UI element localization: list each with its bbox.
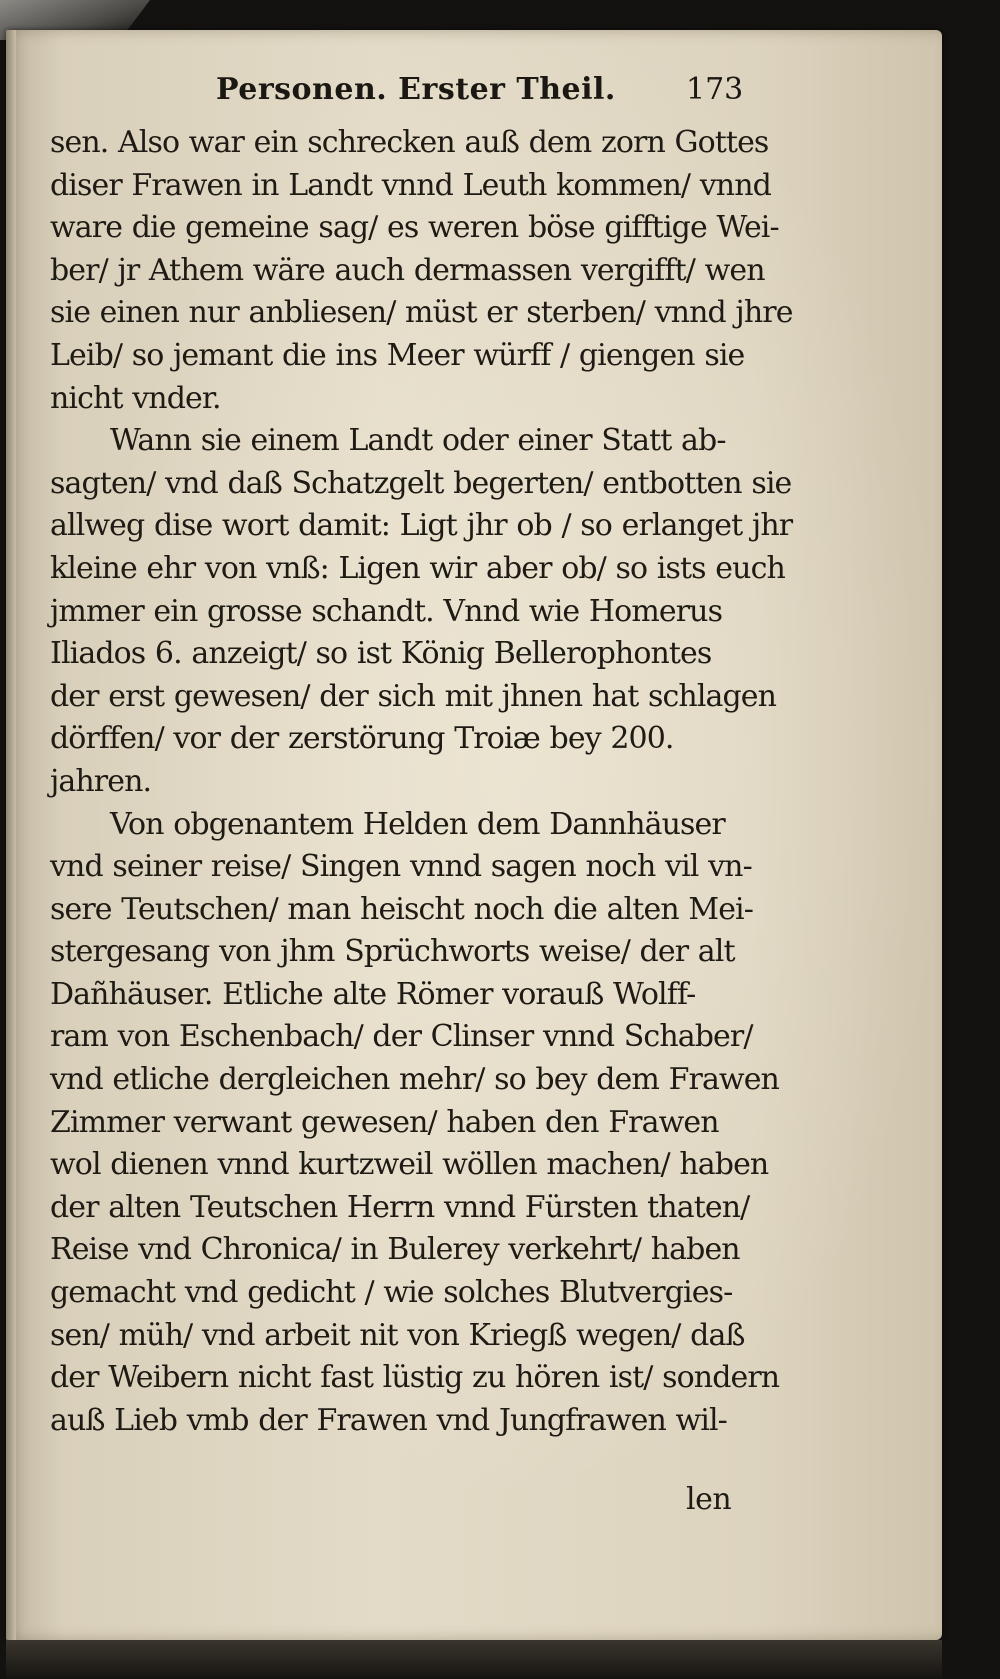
text-line: der Weibern nicht fast lüstig zu hören ist/ sondern: [50, 1360, 780, 1396]
text-line: ber/ jr Athem wäre auch dermassen vergifft/ wen: [50, 252, 765, 288]
text-line: vnd etliche dergleichen mehr/ so bey dem Frawen: [50, 1062, 779, 1098]
text-line: kleine ehr von vnß: Ligen wir aber ob/ so ists euch: [50, 550, 785, 586]
text-line: Dañhäuser. Etliche alte Römer vorauß Wolff-: [50, 976, 696, 1012]
running-head-title: Personen. Erster Theil.: [216, 72, 616, 107]
page-number: 173: [686, 72, 744, 107]
text-line: auß Lieb vmb der Frawen vnd Jungfrawen wil-: [50, 1402, 727, 1438]
text-line: jahren.: [50, 763, 152, 799]
text-line: Von obgenantem Helden dem Dannhäuser: [110, 806, 725, 842]
text-line: jmmer ein grosse schandt. Vnnd wie Homerus: [50, 593, 723, 629]
text-line: stergesang von jhm Sprüchworts weise/ der alt: [50, 934, 735, 970]
text-line: vnd seiner reise/ Singen vnnd sagen noch vil vn-: [50, 849, 752, 885]
text-line: Leib/ so jemant die ins Meer würff / giengen sie: [50, 337, 745, 373]
text-line: sen/ müh/ vnd arbeit nit von Kriegß wegen/ daß: [50, 1317, 745, 1353]
text-line: dörffen/ vor der zerstörung Troiæ bey 200.: [50, 721, 674, 757]
text-line: ware die gemeine sag/ es weren böse gifftige Wei-: [50, 210, 779, 246]
text-line: Reise vnd Chronica/ in Bulerey verkehrt/ haben: [50, 1232, 740, 1268]
text-line: Zimmer verwant gewesen/ haben den Frawen: [50, 1104, 719, 1140]
text-line: sie einen nur anbliesen/ müst er sterben/ vnnd jhre: [50, 295, 793, 331]
text-line: sagten/ vnd daß Schatzgelt begerten/ entbotten sie: [50, 465, 792, 501]
book-page: [6, 30, 942, 1640]
body-text: [50, 122, 793, 1442]
text-line: sen. Also war ein schrecken auß dem zorn Gottes: [50, 125, 769, 160]
text-line: Iliados 6. anzeigt/ so ist König Bellerophontes: [50, 636, 712, 672]
text-line: allweg dise wort damit: Ligt jhr ob / so erlanget jhr: [50, 508, 793, 544]
catchword: len: [686, 1482, 732, 1517]
text-line: der alten Teutschen Herrn vnnd Fürsten thaten/: [50, 1189, 750, 1225]
text-line: nicht vnder.: [50, 380, 221, 416]
running-head: [6, 66, 942, 106]
bottom-page-edge: [6, 1640, 942, 1679]
text-line: der erst gewesen/ der sich mit jhnen hat schlagen: [50, 678, 777, 714]
text-line: diser Frawen in Landt vnnd Leuth kommen/ vnnd: [50, 167, 771, 203]
text-line: gemacht vnd gedicht / wie solches Blutvergies-: [50, 1275, 733, 1311]
page-gutter-edge: [6, 30, 16, 1640]
text-line: wol dienen vnnd kurtzweil wöllen machen/ haben: [50, 1147, 769, 1183]
text-line: sere Teutschen/ man heischt noch die alten Mei-: [50, 891, 753, 927]
text-line: Wann sie einem Landt oder einer Statt ab-: [110, 423, 726, 459]
text-line: ram von Eschenbach/ der Clinser vnnd Schaber/: [50, 1019, 753, 1055]
